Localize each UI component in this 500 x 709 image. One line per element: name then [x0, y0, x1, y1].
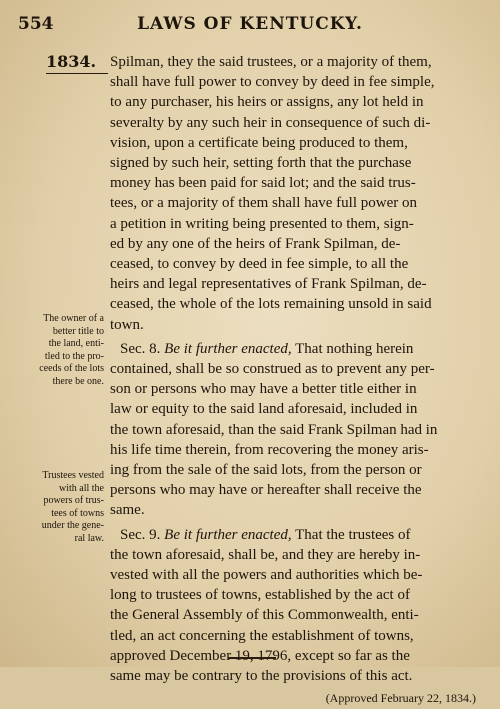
text-line: law or equity to the said land aforesaid, included in — [110, 401, 418, 418]
text-line: same may be contrary to the provisions of this act. — [110, 668, 413, 685]
margin-note-line: powers of trus- — [43, 495, 104, 506]
year-rule — [46, 73, 108, 74]
section-9 — [110, 525, 490, 687]
running-head: LAWS OF KENTUCKY. — [137, 14, 363, 34]
text-line: same. — [110, 502, 145, 519]
margin-note-line: there be one. — [52, 375, 104, 387]
text-line: heirs and legal representatives of Frank Spilman, de- — [110, 276, 427, 293]
margin-note-better-title — [20, 313, 104, 388]
margin-note-line: under the gene- — [41, 520, 104, 531]
text-line: a petition in writing being presented to them, sign- — [110, 215, 414, 232]
section-8-first-line-rest: That nothing herein — [295, 340, 414, 357]
text-line: ceased, the whole of the lots remaining unsold in said — [110, 296, 432, 313]
text-line: to any purchaser, his heirs or assigns, any lot held in — [110, 94, 424, 111]
text-line: vested with all the powers and authorities which be- — [110, 567, 423, 584]
margin-note-trustees-vested — [20, 470, 104, 545]
text-line: ing from the sale of the said lots, from the person or — [110, 462, 422, 479]
section-8-label: Sec. 8. — [120, 340, 161, 357]
margin-note-line: ral law. — [74, 532, 104, 544]
text-line: the General Assembly of this Commonwealth, enti- — [110, 607, 419, 624]
text-line: tees, or a majority of them shall have full power on — [110, 195, 417, 212]
text-line: approved December 19, 1796, except so far as the — [110, 647, 410, 664]
page-header — [0, 14, 500, 38]
margin-note-line: The owner of a — [43, 313, 104, 324]
section-9-enacting-clause: Be it further enacted, — [164, 526, 292, 543]
margin-note-line: tees of towns — [51, 507, 104, 519]
text-line: his life time therein, from recovering the money aris- — [110, 441, 429, 458]
text-line: contained, shall be so construed as to prevent any per- — [110, 361, 435, 378]
section-8 — [110, 339, 490, 521]
text-line: money has been paid for said lot; and the said trus- — [110, 175, 416, 192]
text-line: tled, an act concerning the establishment of towns, — [110, 627, 414, 644]
margin-note-line: ceeds of the lots — [39, 363, 104, 374]
text-line: ed by any one of the heirs of Frank Spilman, de- — [110, 235, 401, 252]
margin-note-line: tled to the pro- — [44, 350, 104, 362]
text-line: the town aforesaid, shall be, and they are hereby in- — [110, 546, 421, 563]
text-line: long to trustees of towns, established by the act of — [110, 587, 410, 604]
footer-rule — [228, 657, 276, 659]
approval-date: (Approved February 22, 1834.) — [325, 691, 476, 706]
text-line: son or persons who may have a better title either in — [110, 381, 417, 398]
text-line: Spilman, they the said trustees, or a majority of them, — [110, 54, 432, 70]
body-text — [110, 52, 490, 709]
section-8-enacting-clause: Be it further enacted, — [164, 340, 292, 357]
section-9-lines — [110, 545, 490, 686]
section-8-lines — [110, 359, 490, 521]
page-number: 554 — [18, 14, 54, 34]
text-line: signed by such heir, setting forth that the purchase — [110, 155, 412, 172]
section-9-label: Sec. 9. — [120, 526, 161, 543]
text-line: severalty by any such heir in consequence of such di- — [110, 114, 431, 131]
year-heading: 1834. — [46, 52, 97, 71]
margin-note-line: with all the — [59, 482, 104, 494]
section-9-first-line-rest: That the trustees of — [295, 526, 411, 543]
margin-note-line: the land, enti- — [48, 338, 104, 349]
text-line: town. — [110, 316, 144, 333]
text-line: persons who may have or hereafter shall receive the — [110, 482, 422, 499]
margin-note-line: Trustees vested — [42, 470, 104, 481]
text-line: vision, upon a certificate being produced to them, — [110, 134, 408, 151]
intro-paragraph — [110, 52, 490, 335]
text-line: ceased, to convey by deed in fee simple, to all the — [110, 256, 409, 273]
text-line: shall have full power to convey by deed in fee simple, — [110, 74, 435, 91]
margin-note-line: better title to — [52, 325, 104, 337]
text-line: the town aforesaid, than the said Frank Spilman had in — [110, 421, 438, 438]
